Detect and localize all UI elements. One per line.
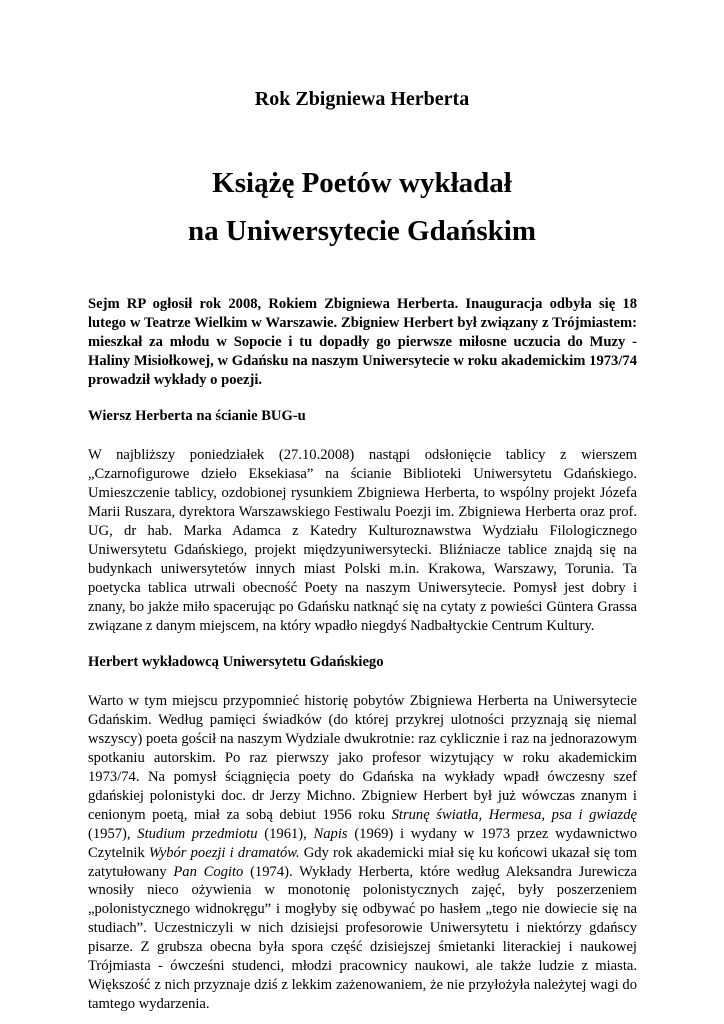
text-run: (1969) i wydany w 1973 przez wydawnictwo Czytelnik xyxy=(88,825,638,861)
section-paragraph-wall-poem: W najbliższy poniedziałek (27.10.2008) nastąpi odsłonięcie tablicy z wierszem „Czarnofigurowe dzieło Eksekiasa” na ścianie Biblioteki Uniwersytetu Gdańskiego. Umieszczenie tablicy, ozdobionej rysunkiem Zbigniewa Herberta, to wspólny projekt Józefa Marii Ruszara, dyrektora Warszawskiego Festiwalu Poezji im. Zbigniewa Herberta oraz prof. UG, dr hab. Marka Adamca z Katedry Kulturoznawstwa Wydziału Filologicznego Uniwersytetu Gdańskiego, projekt międzyuniwersytecki. Bliźniacze tablice znajdą się na budynkach uniwersytetów innych miast Polski m.in. Krakowa, Warszawy, Torunia. Ta poetycka tablica utrwali obecność Poety na naszym Uniwersytecie. Pomysł jest dobry i znany, bo jakże miło spacerując po Gdańsku natknąć się na cytaty z powieści Güntera Grassa związane z danym miejscem, na który wpadło niegdyś Nadbałtyckie Centrum Kultury. xyxy=(88,447,637,634)
text-run: (1961), xyxy=(257,825,314,842)
text-run: (1974). Wykłady Herberta, które według Aleksandra Jurewicza wnosiły nieco ożywienia w monotonię polonistycznych zajęć, były poszerzeniem „polonistycznego widnokręgu” i mogłyby się odbywać po hasłem „tego nie dowiecie się na studiach”. Uczestniczyli w nich dzisiejsi profesorowie Uniwersytetu i niektórzy gdańscy pisarze. Z grubsza obecna była spora część dzisiejszej śmietanki literackiej i naukowej Trójmiasta - ówcześni studenci, młodzi pracownicy naukowi, ale także ludzie z miasta. Większość z nich przyznaje dziś z lekkim zażenowaniem, że nie przyłożyła należytej wagi do tamtego wydarzenia. xyxy=(88,863,638,1012)
book-title: Wybór poezji i dramatów. xyxy=(148,844,300,861)
article-body xyxy=(88,295,637,1014)
lead-paragraph: Sejm RP ogłosił rok 2008, Rokiem Zbigniewa Herberta. Inauguracja odbyła się 18 lutego w Teatrze Wielkim w Warszawie. Zbigniew Herbert był związany z Trójmiastem: mieszkał za młodu w Sopocie i tu dopadły go pierwsze miłosne uczucia do Muzy - Haliny Misiołkowej, w Gdańsku na naszym Uniwersytecie w roku akademickim 1973/74 prowadził wykłady o poezji. xyxy=(88,296,637,388)
section-heading-wall-poem: Wiersz Herberta na ścianie BUG-u xyxy=(88,407,306,424)
book-title: Strunę światła, Hermesa, psa i gwiazdę xyxy=(391,806,637,823)
section-heading-lecturer: Herbert wykładowcą Uniwersytetu Gdańskiego xyxy=(88,653,384,670)
text-run: (1957), xyxy=(88,825,138,842)
book-title: Studium przedmiotu xyxy=(137,825,258,842)
article-title-line-2: na Uniwersytecie Gdańskim xyxy=(188,215,536,247)
series-title: Rok Zbigniewa Herberta xyxy=(254,88,470,110)
section-paragraph-lecturer xyxy=(88,692,637,1013)
text-run: Gdy rok akademicki miał się ku końcowi ukazał się tom zatytułowany xyxy=(88,844,637,880)
article-title-line-1: Książę Poetów wykładał xyxy=(212,167,512,199)
book-title: Pan Cogito xyxy=(173,863,244,880)
text-run: Warto w tym miejscu przypomnieć historię pobytów Zbigniewa Herberta na Uniwersytecie Gdańskim. Według pamięci świadków (do której przykrej ulotności przyznają się niemal wszyscy) poeta gościł na naszym Wydziale dwukrotnie: raz cyklicznie i raz na jednorazowym spotkaniu autorskim. Po raz pierwszy jako profesor wizytujący w roku akademickim 1973/74. Na pomysł ściągnięcia poety do Gdańska na wykłady wpadł ówczesny szef gdańskiej polonistyki doc. dr Jerzy Michno. Zbigniew Herbert był już wówczas znanym i cenionym poetą, miał za sobą debiut 1956 roku xyxy=(88,693,637,823)
book-title: Napis xyxy=(313,825,348,842)
